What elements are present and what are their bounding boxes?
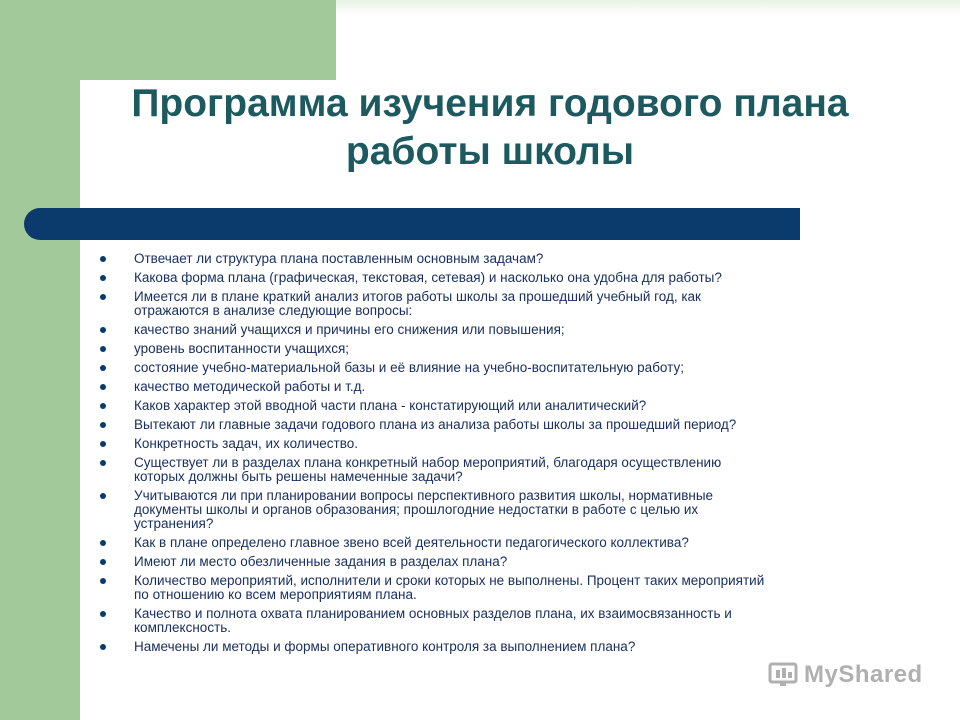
list-item	[100, 342, 890, 356]
list-item-text: качество знаний учащихся и причины его снижения или повышения;	[134, 322, 565, 337]
faint-top-decoration	[336, 0, 960, 14]
bullet-list	[100, 252, 890, 659]
list-item	[100, 555, 890, 569]
list-item-text: Имеют ли место обезличенные задания в разделах плана?	[134, 554, 508, 569]
bullet-dot-icon	[100, 365, 106, 371]
list-item	[100, 456, 890, 484]
green-top-decoration	[80, 0, 336, 80]
list-item	[100, 271, 890, 285]
bullet-dot-icon	[100, 327, 106, 333]
list-item-text: Имеется ли в плане краткий анализ итогов работы школы за прошедший учебный год, как отражаются в анализе следующие вопросы:	[134, 289, 701, 318]
list-item-text: состояние учебно-материальной базы и её влияние на учебно-воспитательную работу;	[134, 360, 684, 375]
list-item	[100, 290, 890, 318]
green-sidebar-decoration	[0, 0, 80, 720]
list-item-text: Вытекают ли главные задачи годового плана из анализа работы школы за прошедший период?	[134, 417, 737, 432]
list-item-text: Количество мероприятий, исполнители и сроки которых не выполнены. Процент таких мероприятий по отношению ко всем мероприятиям плана.	[134, 573, 765, 602]
bullet-dot-icon	[100, 403, 106, 409]
bullet-dot-icon	[100, 422, 106, 428]
list-item	[100, 607, 890, 635]
bullet-dot-icon	[100, 611, 106, 617]
list-item-text: качество методической работы и т.д.	[134, 379, 366, 394]
title-divider-bar	[24, 208, 800, 240]
bullet-dot-icon	[100, 559, 106, 565]
list-item	[100, 380, 890, 394]
bullet-dot-icon	[100, 256, 106, 262]
bullet-dot-icon	[100, 384, 106, 390]
list-item	[100, 437, 890, 451]
bullet-dot-icon	[100, 441, 106, 447]
list-item-text: Отвечает ли структура плана поставленным основным задачам?	[134, 251, 544, 266]
bullet-dot-icon	[100, 493, 106, 499]
bullet-dot-icon	[100, 644, 106, 650]
list-item-text: Как в плане определено главное звено всей деятельности педагогического коллектива?	[134, 535, 689, 550]
myshared-logo-icon	[768, 661, 798, 689]
list-item	[100, 361, 890, 375]
list-item-text: Каков характер этой вводной части плана - констатирующий или аналитический?	[134, 398, 647, 413]
list-item-text: Конкретность задач, их количество.	[134, 436, 358, 451]
slide-title-line-1: Программа изучения годового плана	[131, 82, 849, 125]
list-item	[100, 489, 890, 531]
list-item	[100, 399, 890, 413]
list-item-text: Учитываются ли при планировании вопросы перспективного развития школы, нормативные документы школы и органов образования; прошлогодние недостатки в работе с целью их устранения?	[134, 488, 714, 531]
slide-title-line-2: работы школы	[345, 130, 635, 173]
list-item	[100, 574, 890, 602]
list-item-text: Какова форма плана (графическая, текстовая, сетевая) и насколько она удобна для работы?	[134, 270, 722, 285]
bullet-dot-icon	[100, 275, 106, 281]
bullet-dot-icon	[100, 578, 106, 584]
bullet-dot-icon	[100, 540, 106, 546]
myshared-watermark	[768, 660, 923, 690]
list-item	[100, 252, 890, 266]
list-item	[100, 640, 890, 654]
list-item-text: Существует ли в разделах плана конкретный набор мероприятий, благодаря осуществлению которых должны быть решены намеченные задачи?	[134, 455, 722, 484]
list-item-text: уровень воспитанности учащихся;	[134, 341, 350, 356]
list-item	[100, 536, 890, 550]
list-item	[100, 323, 890, 337]
bullet-dot-icon	[100, 346, 106, 352]
bullet-dot-icon	[100, 460, 106, 466]
bullet-dot-icon	[100, 294, 106, 300]
watermark-text: MyShared	[804, 661, 923, 688]
slide-title	[80, 80, 900, 176]
list-item-text: Качество и полнота охвата планированием основных разделов плана, их взаимосвязанность и комплексность.	[134, 606, 732, 635]
list-item-text: Намечены ли методы и формы оперативного контроля за выполнением плана?	[134, 639, 636, 654]
list-item	[100, 418, 890, 432]
